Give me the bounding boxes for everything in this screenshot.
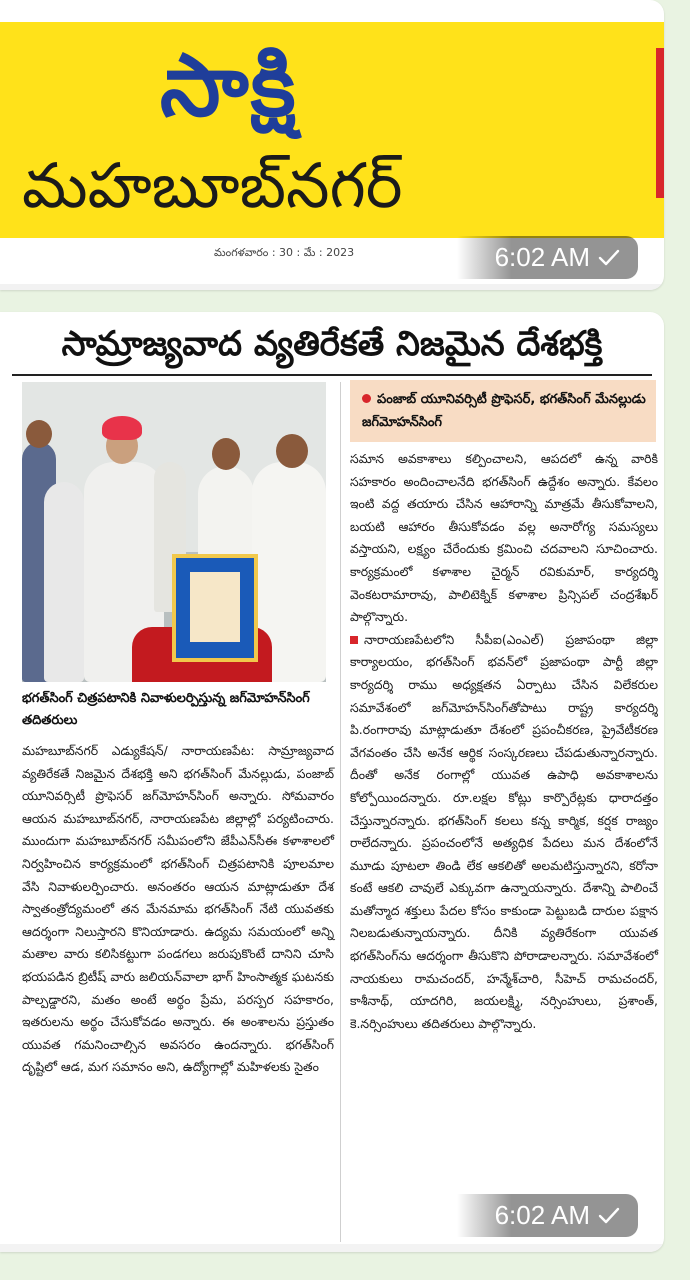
headline-rule (12, 374, 652, 376)
message-timestamp (457, 1194, 638, 1237)
article-column-right (350, 448, 658, 1035)
highlight-text: పంజాబ్ యూనివర్సిటీ ప్రొఫెసర్, భగత్‌సింగ్ మేనల్లుడు జగ్‌మోహన్‌సింగ్ (362, 392, 646, 430)
person-head (26, 420, 52, 448)
person-head (276, 434, 308, 468)
article-paragraph: మహబూబ్‌నగర్ ఎడ్యుకేషన్/ నారాయణపేట: సామ్రాజ్యవాద వ్యతిరేకతే నిజమైన దేశభక్తి అని భగత్‌సింగ్ మేనల్లుడు, పంజాబ్ యూనివర్సిటీ ప్రొఫెసర్ జగ్‌మోహన్‌సింగ్ అన్నారు. సోమవారం ఆయన మహబూబ్‌నగర్, నారాయణపేట జిల్లాల్లో పర్యటించారు. ముందుగా మహబూబ్‌నగర్ సమీపంలోని జేపీఎన్‌సీఈ కళాశాలలో నిర్వహించిన కార్యక్రమంలో భగత్‌సింగ్ చిత్రపటానికి పూలమాల వేసి నివాళులర్పించారు. అనంతరం ఆయన మాట్లాడుతూ దేశ స్వాతంత్రోద్యమంలో తన మేనమామ భగత్‌సింగ్ నేటి యువతకు ఆదర్శంగా నిలుస్తారని కొనియాడారు. ఉద్యమ సమయంలో అన్ని మతాల వారు కలిసికట్టుగా పండగలు జరుపుకొంటే దానిని చూసి భయపడిన బ్రిటీష్ వారు జలియన్‌వాలా భాగ్ హింసాత్మక ఘటనకు పాల్పడ్డారని, మతం అంటే అర్థం ప్రేమ, పరస్పర సహకారం, ఇతరులను అర్థం చేసుకోవడం అన్నారు. ఈ అంశాలను ప్రస్తుతం యువత గమనించాల్సిన అవసరం ఉందన్నారు. భగత్‌సింగ్ దృష్టిలో ఆడ, మగ సమానం అని, ఉద్యోగాల్లో మహిళలకు సైతం (22, 743, 334, 1075)
time-label: 6:02 AM (494, 1200, 590, 1230)
article-photo (22, 382, 326, 682)
check-icon (598, 1207, 620, 1225)
masthead-accent-bar (656, 48, 664, 198)
check-icon (598, 249, 620, 267)
article-paragraph-2 (350, 629, 658, 1036)
portrait-frame (172, 554, 258, 662)
bullet-icon (350, 636, 358, 644)
photo-caption: భగత్‌సింగ్ చిత్రపటానికి నివాళులర్పిస్తున్న జగ్‌మోహన్‌సింగ్ తదితరులు (22, 691, 310, 728)
message-timestamp (457, 236, 638, 279)
article-paragraph: సమాన అవకాశాలు కల్పించాలని, ఆపదలో ఉన్న వారికి సహకారం అందించాలనేది భగత్‌సింగ్ ఉద్దేశం అన్నారు. కేవలం ఇంటి వద్ద తయారు చేసిన ఆహారాన్ని మాత్రమే తీసుకోవాలని, బయటి ఆహారం తీసుకోవడం వల్ల అనారోగ్య సమస్యలు వస్తాయని, లక్ష్యం చేరేందుకు క్రమించి చదవాలని సూచించారు. కార్యక్రమంలో కళాశాల చైర్మన్ రవికుమార్, కార్యదర్శి వెంకటరామారావు, పాలిటెక్నిక్ కళాశాల ప్రిన్సిపల్ చంద్రశేఖర్ పాల్గొన్నారు. (350, 451, 658, 625)
newspaper-edition: మహబూబ్‌నగర్ (22, 149, 403, 222)
article-headline: సామ్రాజ్యవాద వ్యతిరేకతే నిజమైన దేశభక్తి (61, 324, 603, 364)
person-head (212, 438, 240, 470)
time-label: 6:02 AM (494, 242, 590, 272)
image-message-masthead[interactable] (0, 0, 664, 290)
person-figure (44, 482, 84, 682)
divider (0, 284, 664, 290)
article-paragraph-text: నారాయణపేటలోని సీపీఐ(ఎంఎల్) ప్రజాపంథా జిల్లా కార్యాలయం, భగత్‌సింగ్ భవన్‌లో ప్రజాపంథా పార్టీ జిల్లా కార్యదర్శి రాము అధ్యక్షతన ఏర్పాటు చేసిన విలేకరుల సమావేశంలో జగ్‌మోహన్‌సింగ్‌తోపాటు రాష్ట్ర కార్యదర్శి పి.రంగారావు మాట్లాడుతూ దేశంలో ప్రపంచీకరణ, ప్రైవేటీకరణ వేగవంతం చేసి అనేక ఆర్థిక సంస్కరణలు చేపడుతున్నారన్నారు. దీంతో అనేక రంగాల్లో యువత ఉపాధి అవకాశాలను కోల్పోయిందన్నారు. రూ.లక్షల కోట్లు కార్పొరేట్లకు ధారాదత్తం చేస్తున్నారన్నారు. భగత్‌సింగ్ కలలు కన్న కార్మిక, కర్షక రాజ్యం రాలేదన్నారు. ప్రపంచంలోనే అత్యధిక పేదలు మన దేశంలోనే మూడు పూటలా తిండి లేక ఆకలితో అలమటిస్తున్నారని, కరోనా కంటే ఆకలి చావులే ఎక్కువగా ఉన్నాయన్నారు. దేశాన్ని పాలించే మతోన్మాద శక్తులు పేదల కోసం కాకుండా పెట్టుబడి దారుల పక్షాన నిలబడుతున్నాయన్నారు. దీనికి వ్యతిరేకంగా యువత భగత్‌సింగ్‌ను ఆదర్శంగా తీసుకొని పోరాడాలన్నారు. సమావేశంలో నాయకులు రామచందర్, హన్మేశ్‌చారి, సీహెచ్ రామచందర్, కాశీనాథ్, యాదగిరి, జయలక్ష్మి, నర్సింహులు, ప్రశాంత్, కె.నర్సింహులు తదితరులు పాల్గొన్నారు. (350, 631, 658, 1031)
divider (0, 1244, 664, 1252)
bullet-icon (362, 394, 371, 403)
newspaper-brand: సాక్షి (160, 36, 298, 136)
article-column-left (22, 740, 334, 1079)
dateline: మంగళవారం : 30 : మే : 2023 (214, 246, 355, 259)
image-message-article[interactable] (0, 312, 664, 1252)
highlight-box (350, 380, 656, 442)
turban (102, 416, 142, 440)
newspaper-masthead (0, 22, 664, 238)
column-divider (340, 382, 341, 1242)
